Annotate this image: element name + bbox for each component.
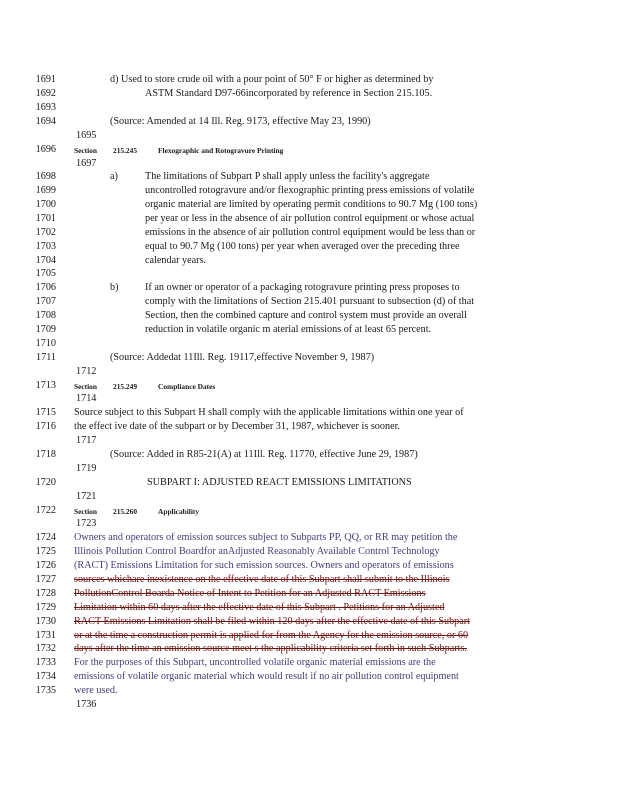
list-marker: b) [110,282,119,293]
section-number: 215.260 [113,507,138,516]
text-line: organic material are limited by operating permit conditions to 90.7 Mg (100 tons) [145,199,478,210]
line-number: 1703 [35,241,56,252]
deleted-text-line: or at the time a construction permit is applied for from the Agency for the emission source, or 60 [74,630,469,641]
line-number: 1732 [35,643,56,654]
line-number: 1696 [35,144,56,155]
section-label: Section [74,382,97,391]
line-number: 1716 [35,421,56,432]
line-number: 1711 [36,352,56,363]
line-number: 1706 [35,282,56,293]
line-number: 1721 [76,491,97,502]
line-number: 1699 [35,185,56,196]
line-number: 1730 [35,616,56,627]
line-number: 1704 [35,255,56,266]
line-number: 1691 [35,74,56,85]
line-number: 1727 [35,574,56,585]
line-number: 1705 [35,268,56,279]
deleted-text-line: days after the time an emission source meet s the applicability criteria set forth in such Subparts. [74,643,467,654]
text-line: Section, then the combined capture and control system must provide an overall [145,310,467,321]
text-line: (RACT) Emissions Limitation for such emission sources. Owners and operators of emissions [74,560,454,571]
line-number: 1729 [35,602,56,613]
line-number: 1736 [76,699,97,710]
line-number: 1701 [35,213,56,224]
section-label: Section [74,146,97,155]
text-line: emissions in the absence of air pollution control equipment would be less than or [145,227,476,238]
section-title: Compliance Dates [158,382,216,391]
section-label: Section [74,507,97,516]
line-number: 1710 [35,338,56,349]
section-number: 215.249 [113,382,138,391]
text-line: emissions of volatile organic material which would result if no air pollution control equipment [74,671,459,682]
line-number: 1722 [35,505,56,516]
text-line: were used. [74,685,118,696]
deleted-text-line: sources whichare inexistence on the effective date of this Subpart shall submit to the Illinois [74,574,450,585]
text-line: per year or less in the absence of air pollution control equipment or whose actual [145,213,475,224]
line-number: 1734 [35,671,56,682]
line-number: 1697 [76,158,97,169]
source-note: (Source: Amended at 14 Ill. Reg. 9173, effective May 23, 1990) [110,116,371,127]
text-line: If an owner or operator of a packaging rotogravure printing press proposes to [145,282,460,293]
line-number: 1709 [35,324,56,335]
line-number: 1712 [76,366,97,377]
line-number: 1715 [35,407,56,418]
text-line: Illinois Pollution Control Boardfor anAdjusted Reasonably Available Control Technology [74,546,440,557]
line-number: 1735 [35,685,56,696]
text-line: comply with the limitations of Section 215.401 pursuant to subsection (d) of that [145,296,475,307]
list-marker: a) [110,171,118,182]
line-number: 1707 [35,296,56,307]
line-number: 1717 [76,435,97,446]
line-number: 1692 [35,88,56,99]
section-title: Flexographic and Rotogravure Printing [158,146,284,155]
text-line: the effect ive date of the subpart or by December 31, 1987, whichever is sooner. [74,421,400,432]
line-number: 1719 [76,463,97,474]
text-line: uncontrolled rotogravure and/or flexographic printing press emissions of volatile [145,185,475,196]
line-number: 1713 [35,380,56,391]
text-line: ASTM Standard D97-66incorporated by reference in Section 215.105. [145,88,433,99]
section-title: Applicability [158,507,200,516]
line-number: 1733 [35,657,56,668]
text-line: d) Used to store crude oil with a pour point of 50° F or higher as determined by [110,74,434,85]
line-number: 1695 [76,130,97,141]
section-number: 215.245 [113,146,138,155]
text-line: Source subject to this Subpart H shall comply with the applicable limitations within one year of [74,407,464,418]
line-number: 1693 [35,102,56,113]
source-note: (Source: Addedat 11Ill. Reg. 19117,effective November 9, 1987) [110,352,375,363]
line-number: 1726 [35,560,56,571]
text-line: reduction in volatile organic m aterial emissions of at least 65 percent. [145,324,432,335]
line-number: 1724 [35,532,56,543]
line-number: 1708 [35,310,56,321]
line-number: 1694 [35,116,56,127]
deleted-text-line: RACT Emissions Limitation shall be filed within 120 days after the effective date of this Subpart [74,616,471,627]
line-number: 1728 [35,588,56,599]
line-number: 1723 [76,518,97,529]
text-line: For the purposes of this Subpart, uncontrolled volatile organic material emissions are the [74,657,436,668]
text-line: equal to 90.7 Mg (100 tons) per year when averaged over the preceding three [145,241,460,252]
text-line: Owners and operators of emission sources subject to Subparts PP, QQ, or RR may petition the [74,532,458,543]
text-line: calendar years. [145,255,207,266]
line-number: 1700 [35,199,56,210]
line-number: 1714 [76,393,97,404]
line-number: 1720 [35,477,56,488]
line-number: 1718 [35,449,56,460]
deleted-text-line: PollutionControl Boarda Notice of Intent to Petition for an Adjusted RACT Emissions [74,588,426,599]
line-number: 1702 [35,227,56,238]
line-number: 1698 [35,171,56,182]
subpart-heading: SUBPART I: ADJUSTED REACT EMISSIONS LIMITATIONS [147,477,412,488]
line-number: 1731 [35,630,56,641]
text-line: The limitations of Subpart P shall apply unless the facility's aggregate [145,171,430,182]
line-number: 1725 [35,546,56,557]
source-note: (Source: Added in R85-21(A) at 11Ill. Reg. 11770, effective June 29, 1987) [110,449,418,460]
deleted-text-line: Limitation within 60 days after the effective date of this Subpart . Petitions for an Adjusted [74,602,445,613]
